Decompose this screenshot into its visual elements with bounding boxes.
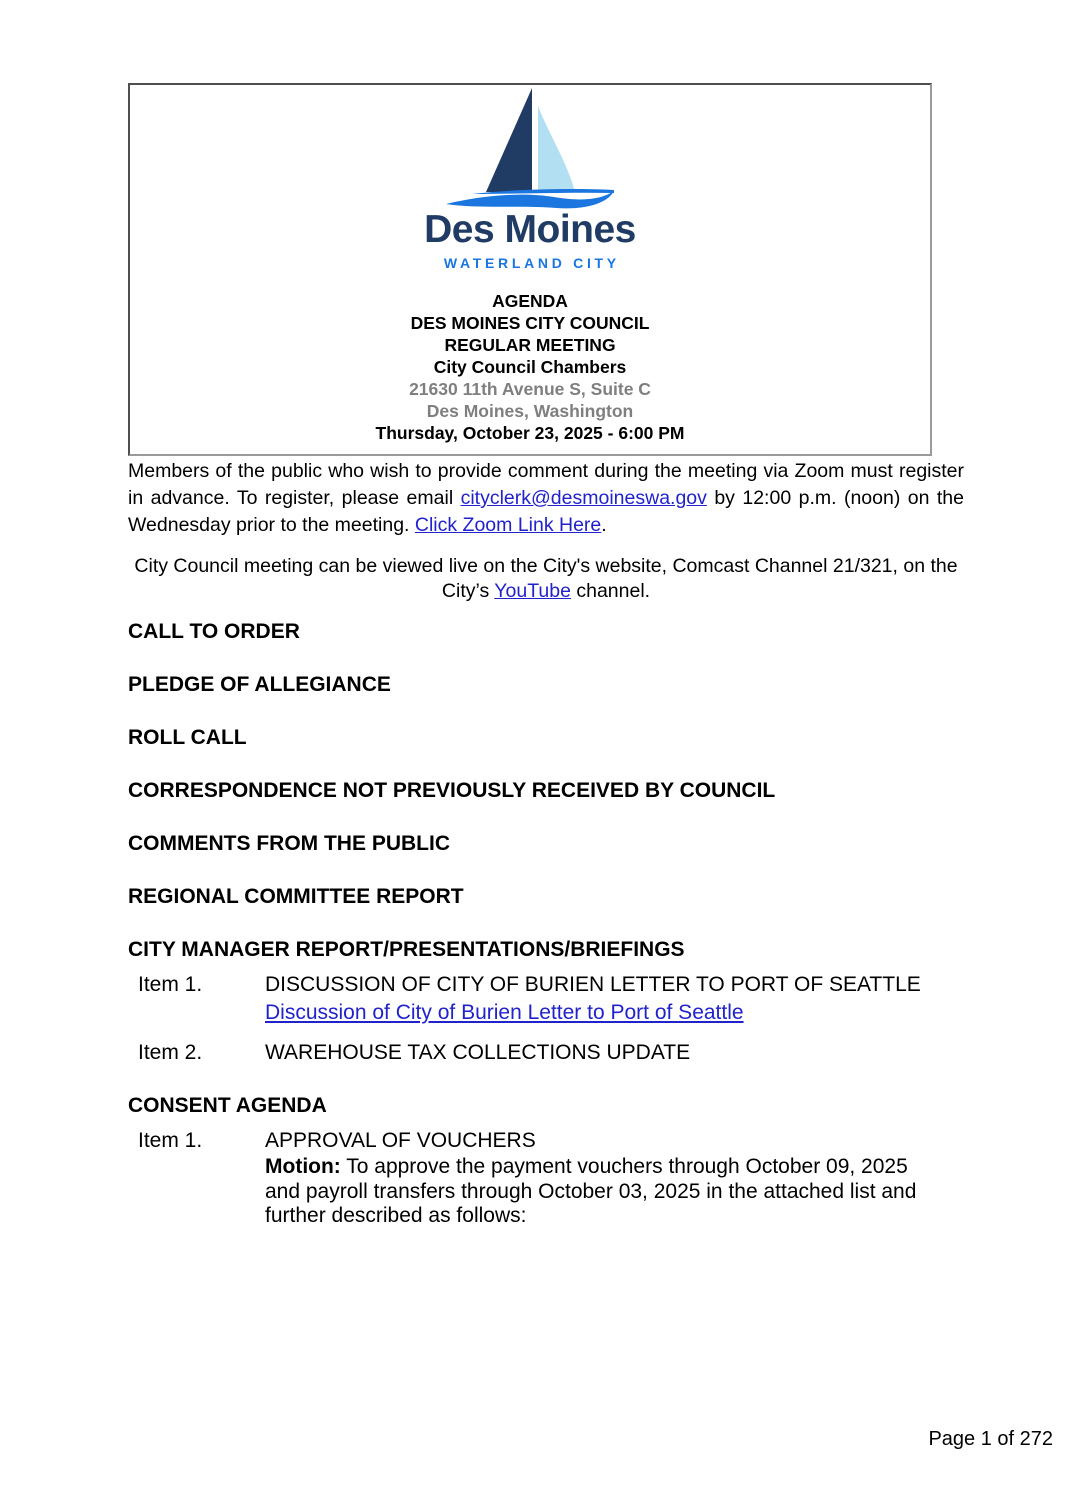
viewing-text: City Council meeting can be viewed live on the City's website, Comcast Channel 21/321, on the City’s	[134, 555, 958, 602]
youtube-link[interactable]: YouTube	[494, 580, 571, 602]
section-regional-committee-report: REGIONAL COMMITTEE REPORT	[128, 885, 464, 908]
notice-text: by 12:00 p.m. (noon) on the Wednesday prior to the meeting.	[128, 487, 964, 536]
section-city-manager-report: CITY MANAGER REPORT/PRESENTATIONS/BRIEFINGS	[128, 938, 685, 961]
section-comments-from-public: COMMENTS FROM THE PUBLIC	[128, 832, 450, 855]
meeting-line-datetime: Thursday, October 23, 2025 - 6:00 PM	[375, 423, 685, 443]
item-title: DISCUSSION OF CITY OF BURIEN LETTER TO PORT OF SEATTLE	[265, 973, 921, 996]
item-body	[265, 1041, 937, 1065]
agenda-item	[138, 1129, 1088, 1229]
page-number: Page 1 of 272	[928, 1428, 1053, 1450]
meeting-info	[130, 290, 930, 444]
meeting-line-body-name: DES MOINES CITY COUNCIL	[410, 313, 650, 333]
meeting-line-meeting-type: REGULAR MEETING	[444, 335, 616, 355]
section-pledge-of-allegiance: PLEDGE OF ALLEGIANCE	[128, 673, 391, 696]
cityclerk-email-link[interactable]: cityclerk@desmoineswa.gov	[460, 487, 707, 509]
header-box	[128, 83, 932, 456]
notice-text: .	[601, 514, 607, 536]
agenda-item	[138, 973, 1088, 1025]
sailboat-icon	[444, 88, 616, 209]
motion-label: Motion:	[265, 1155, 341, 1178]
notice-text: Members of the public who wish to provide comment during the meeting via Zoom must register in advance. To register, please email	[128, 460, 964, 509]
section-consent-agenda: CONSENT AGENDA	[128, 1094, 327, 1117]
agenda-page	[0, 83, 1088, 1450]
meeting-line-agenda: AGENDA	[492, 291, 568, 311]
motion-paragraph	[265, 1155, 937, 1229]
meeting-line-location: City Council Chambers	[433, 357, 627, 377]
item-number: Item 2.	[138, 1041, 203, 1064]
meeting-line-address: 21630 11th Avenue S, Suite C	[409, 379, 651, 399]
burien-letter-attachment-link[interactable]: Discussion of City of Burien Letter to Port of Seattle	[265, 1001, 744, 1024]
section-roll-call: ROLL CALL	[128, 726, 247, 749]
item-number: Item 1.	[138, 973, 203, 996]
live-viewing-info	[128, 554, 964, 604]
logo-tagline: WATERLAND CITY	[443, 255, 620, 271]
item-title: WAREHOUSE TAX COLLECTIONS UPDATE	[265, 1041, 691, 1064]
zoom-registration-notice	[128, 458, 964, 539]
section-call-to-order: CALL TO ORDER	[128, 620, 300, 643]
city-logo	[130, 88, 930, 271]
section-correspondence: CORRESPONDENCE NOT PREVIOUSLY RECEIVED BY COUNCIL	[128, 779, 776, 802]
zoom-link[interactable]: Click Zoom Link Here	[414, 514, 602, 536]
item-number: Item 1.	[138, 1129, 203, 1152]
logo-wordmark: Des Moines	[424, 208, 636, 251]
item-body	[265, 1129, 937, 1229]
item-attachment-line	[265, 1001, 937, 1025]
viewing-text: channel.	[570, 580, 651, 602]
meeting-line-city-state: Des Moines, Washington	[426, 401, 634, 421]
item-body	[265, 973, 937, 1025]
agenda-item	[138, 1041, 1088, 1065]
motion-text: To approve the payment vouchers through October 09, 2025 and payroll transfers through October 03, 2025 in the attached list and further described as follows:	[265, 1155, 917, 1227]
item-title: APPROVAL OF VOUCHERS	[265, 1129, 536, 1152]
